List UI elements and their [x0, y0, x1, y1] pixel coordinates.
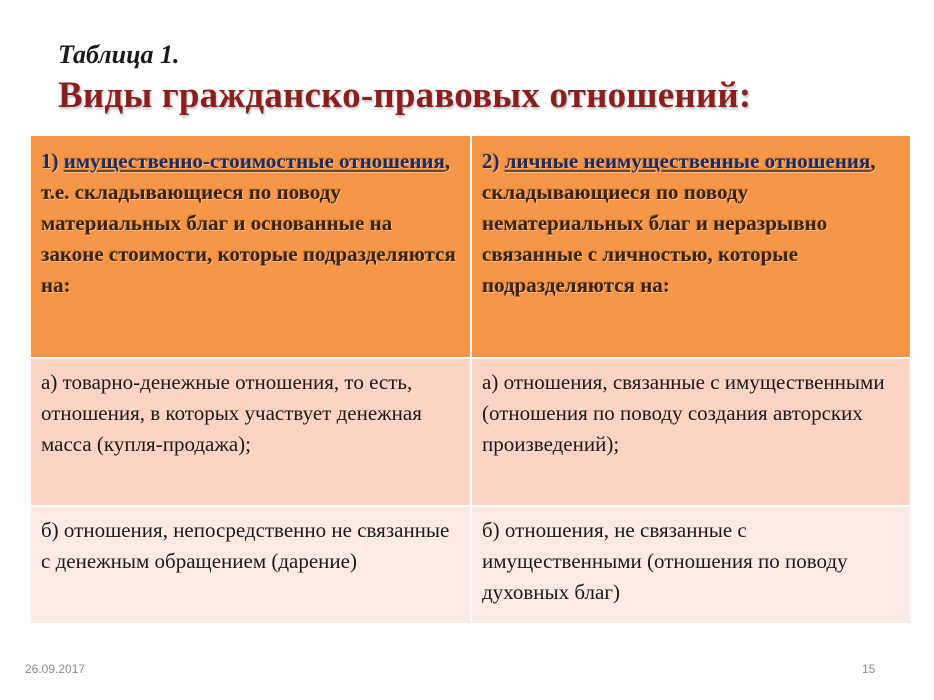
- table-caption: Таблица 1.: [58, 40, 180, 69]
- slide-title: Виды гражданско-правовых отношений:: [58, 75, 752, 116]
- header-number: 1): [41, 149, 59, 173]
- table-cell: б) отношения, непосредственно не связанные с денежным обращением (дарение): [31, 506, 471, 623]
- relations-table: [31, 136, 910, 623]
- slide-page-number: 15: [862, 662, 876, 676]
- header-number: 2): [482, 149, 500, 173]
- slide-date: 26.09.2017: [25, 662, 86, 676]
- header-term: имущественно-стоимостные отношения: [63, 149, 445, 173]
- table-header-row: [31, 136, 910, 358]
- table-cell: а) товарно-денежные отношения, то есть, отношения, в которых участвует денежная масса (купля-продажа);: [31, 358, 471, 506]
- header-description: , т.е. складывающиеся по поводу материальных благ и основанные на законе стоимости, которые подразделяются на:: [41, 149, 456, 297]
- table-cell: б) отношения, не связанные с имущественными (отношения по поводу духовных благ): [471, 506, 910, 623]
- header-term: личные неимущественные отношения: [504, 149, 871, 173]
- table-cell: а) отношения, связанные с имущественными (отношения по поводу создания авторских произведений);: [471, 358, 910, 506]
- header-description: , складывающиеся по поводу нематериальных благ и неразрывно связанные с личностью, которые подразделяются на:: [482, 149, 876, 297]
- header-cell-personal: [471, 136, 910, 358]
- table-row: [31, 506, 910, 623]
- table-row: [31, 358, 910, 506]
- header-cell-property: [31, 136, 471, 358]
